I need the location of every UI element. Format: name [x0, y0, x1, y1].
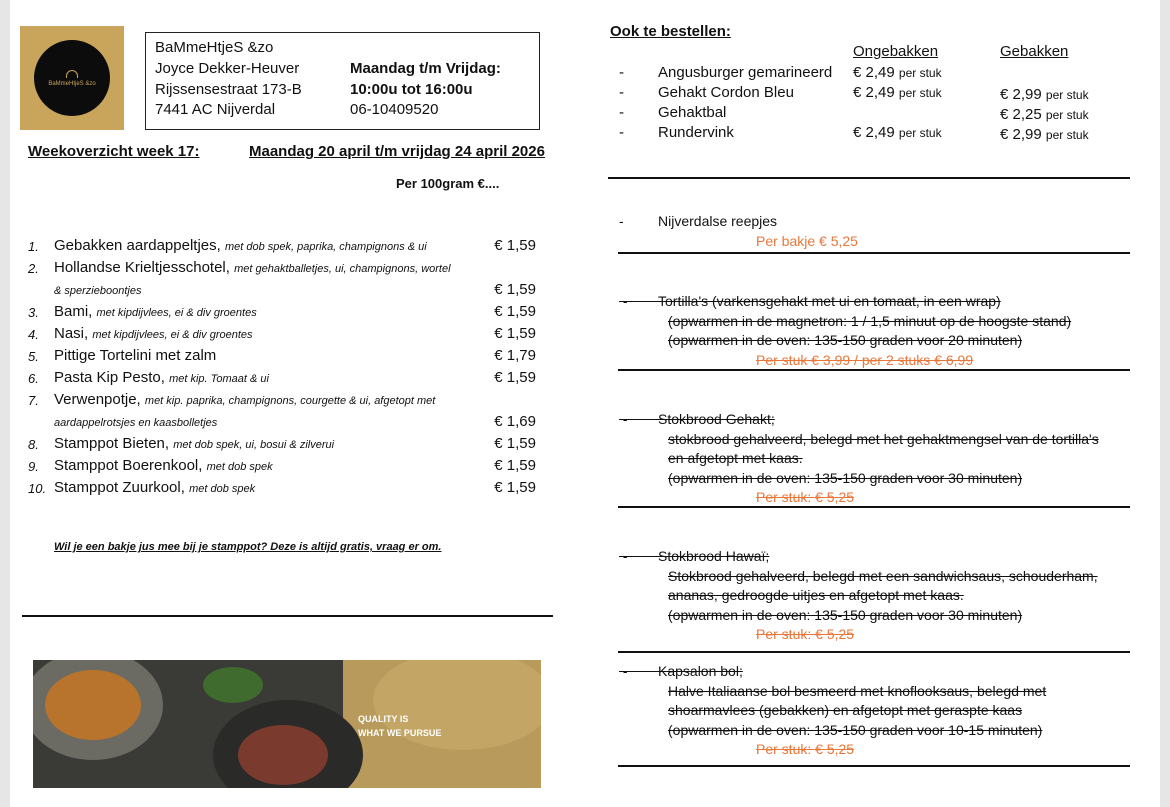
- item-name-wrap: [54, 369, 269, 386]
- item-name-wrap: [54, 391, 435, 408]
- item-description: met dob spek: [206, 461, 273, 473]
- bullet-dash: -: [619, 411, 667, 427]
- item-description: met dob spek, ui, bosui & zilverui: [173, 439, 335, 451]
- item-price: € 1,79: [494, 347, 536, 364]
- special-detail: (opwarmen in de oven: 135-150 graden voor 30 minuten): [668, 469, 1023, 486]
- contact-card: [145, 32, 540, 130]
- extra-title: Ook te bestellen:: [610, 23, 731, 40]
- baked-unit: per stuk: [1045, 88, 1089, 102]
- item-description: met dob spek: [189, 483, 256, 495]
- special-detail: (opwarmen in de oven: 135-150 graden voor 10-15 minuten): [668, 721, 1043, 738]
- special-detail: (opwarmen in de magnetron: 1 / 1,5 minuut op de hoogste stand): [668, 312, 1072, 329]
- cloche-icon: [66, 70, 78, 78]
- baked-price: € 2,99: [1000, 86, 1042, 103]
- item-name-wrap: [54, 457, 273, 474]
- menu-item: [28, 303, 538, 325]
- item-name-wrap: [54, 303, 257, 320]
- photo-tagline-1: QUALITY IS: [358, 714, 409, 724]
- menu-item: [28, 237, 538, 259]
- price-unit: Per 100gram €....: [396, 176, 500, 191]
- special-title: Kapsalon bol;: [658, 663, 743, 679]
- food-photo: [33, 660, 541, 788]
- street: Rijssensestraat 173-B: [155, 81, 302, 98]
- menu-item: [28, 391, 538, 413]
- bullet-dash: -: [619, 124, 624, 141]
- extra-baked-price: [1000, 106, 1089, 123]
- opening-days: Maandag t/m Vrijdag:: [350, 60, 501, 77]
- bullet-dash: -: [619, 64, 624, 81]
- business-name: BaMmeHtjeS &zo: [155, 39, 274, 56]
- divider: [22, 615, 553, 617]
- extra-name: Rundervink: [658, 124, 734, 141]
- divider: [618, 765, 1130, 767]
- divider: [618, 651, 1130, 653]
- item-name-wrap: [54, 479, 255, 496]
- baked-price: € 2,25: [1000, 106, 1042, 123]
- item-description: met kipdijvlees, ei & div groentes: [92, 329, 253, 341]
- item-number: 6.: [28, 371, 39, 386]
- item-price: € 1,59: [494, 237, 536, 254]
- extra-name: Angusburger gemarineerd: [658, 64, 833, 81]
- page-edge-left: [0, 0, 10, 807]
- special-price: Per stuk € 3,99 / per 2 stuks € 6,99: [756, 351, 974, 368]
- opening-hours: 10:00u tot 16:00u: [350, 81, 473, 98]
- city: 7441 AC Nijverdal: [155, 101, 276, 118]
- menu-item: [28, 479, 538, 501]
- phone: 06-10409520: [350, 101, 439, 118]
- bullet-dash: -: [619, 663, 667, 679]
- menu-item-cont: [28, 413, 538, 435]
- item-description: met gehaktballetjes, ui, champignons, wortel: [234, 263, 451, 275]
- raw-price: € 2,49: [853, 84, 895, 101]
- special-detail: (opwarmen in de oven: 135-150 graden voor 30 minuten): [668, 606, 1023, 623]
- item-description: met kipdijvlees, ei & div groentes: [96, 307, 257, 319]
- divider: [608, 177, 1130, 179]
- item-name-wrap: [54, 435, 334, 452]
- menu-item-cont: [28, 281, 538, 303]
- item-name: Pittige Tortelini met zalm: [54, 347, 217, 364]
- extra-baked-price: [1000, 86, 1089, 103]
- special-title: Stokbrood Hawaï;: [658, 548, 770, 564]
- extra-name: Gehakt Cordon Bleu: [658, 84, 794, 101]
- special-title: Stokbrood Gehakt;: [658, 411, 775, 427]
- item-name: Stamppot Boerenkool,: [54, 457, 203, 474]
- item-price: € 1,59: [494, 303, 536, 320]
- item-price: € 1,59: [494, 479, 536, 496]
- menu-item: [28, 259, 538, 281]
- week-label: Weekoverzicht week 17:: [28, 143, 200, 160]
- special-price: Per stuk: € 5,25: [756, 489, 855, 505]
- item-name-wrap: [54, 325, 253, 342]
- item-price: € 1,59: [494, 281, 536, 298]
- menu-item: [28, 435, 538, 457]
- logo-text: BaMmeHtjeS &zo: [48, 80, 96, 87]
- item-number: 9.: [28, 459, 39, 474]
- raw-price: € 2,49: [853, 124, 895, 141]
- item-name: Pasta Kip Pesto,: [54, 369, 165, 386]
- item-number: 1.: [28, 239, 39, 254]
- special-title: Nijverdalse reepjes: [658, 213, 778, 229]
- food-image: [33, 660, 541, 788]
- item-name: Nasi,: [54, 325, 89, 342]
- page-edge-right: [1160, 0, 1170, 807]
- col-baked-header: Gebakken: [1000, 43, 1069, 60]
- special-detail: Halve Italiaanse bol besmeerd met knoflooksaus, belegd met: [668, 682, 1047, 699]
- baked-unit: per stuk: [1045, 128, 1089, 142]
- extra-raw-price: [853, 64, 942, 81]
- menu-item: [28, 369, 538, 391]
- item-number: 2.: [28, 261, 39, 276]
- special-detail: en afgetopt met kaas.: [668, 450, 803, 466]
- baked-unit: per stuk: [1045, 108, 1089, 122]
- divider: [618, 506, 1130, 508]
- item-description: met kip. Tomaat & ui: [169, 373, 269, 385]
- item-number: 5.: [28, 349, 39, 364]
- item-name: Hollandse Krieltjesschotel,: [54, 259, 230, 276]
- special-price: Per stuk: € 5,25: [756, 741, 855, 757]
- baked-price: € 2,99: [1000, 126, 1042, 143]
- extra-raw-price: [853, 84, 942, 101]
- item-price: € 1,59: [494, 369, 536, 386]
- special-detail: stokbrood gehalveerd, belegd met het gehaktmengsel van de tortilla's: [668, 430, 1099, 447]
- special-detail: (opwarmen in de oven: 135-150 graden voor 20 minuten): [668, 332, 1023, 348]
- item-description-cont: aardappelrotsjes en kaasbolletjes: [54, 417, 218, 429]
- extra-baked-price: [1000, 126, 1089, 143]
- raw-unit: per stuk: [898, 86, 942, 100]
- bullet-dash: -: [619, 548, 667, 564]
- item-number: 4.: [28, 327, 39, 342]
- item-description: met kip. paprika, champignons, courgette & ui, afgetopt met: [144, 395, 436, 407]
- special-price: Per stuk: € 5,25: [756, 626, 855, 642]
- item-name: Verwenpotje,: [54, 391, 141, 408]
- item-name-wrap: [54, 347, 216, 364]
- menu-item: [28, 457, 538, 479]
- bullet-dash: -: [619, 213, 624, 229]
- item-name: Stamppot Zuurkool,: [54, 479, 185, 496]
- col-raw-header: Ongebakken: [853, 43, 939, 60]
- bullet-dash: -: [619, 104, 624, 121]
- item-number: 10.: [28, 481, 47, 496]
- item-price: € 1,69: [494, 413, 536, 430]
- item-price: € 1,59: [494, 457, 536, 474]
- item-price: € 1,59: [494, 325, 536, 342]
- item-price: € 1,59: [494, 435, 536, 452]
- item-number: 8.: [28, 437, 39, 452]
- item-number: 3.: [28, 305, 39, 320]
- divider: [618, 369, 1130, 371]
- menu-item: [28, 347, 538, 369]
- item-name-wrap: [54, 259, 451, 276]
- raw-unit: per stuk: [898, 126, 942, 140]
- special-detail: Stokbrood gehalveerd, belegd met een sandwichsaus, schouderham,: [668, 567, 1098, 584]
- bullet-dash: -: [619, 293, 667, 309]
- extra-name: Gehaktbal: [658, 104, 727, 121]
- gravy-note: Wil je een bakje jus mee bij je stamppot? Deze is altijd gratis, vraag er om.: [54, 541, 442, 553]
- item-name-wrap: [54, 237, 427, 254]
- menu-item: [28, 325, 538, 347]
- special-detail: shoarmavlees (gebakken) en afgetopt met geraspte kaas: [668, 702, 1023, 718]
- special-title: Tortilla's (varkensgehakt met ui en tomaat, in een wrap): [658, 293, 1001, 309]
- raw-price: € 2,49: [853, 64, 895, 81]
- item-name: Gebakken aardappeltjes,: [54, 237, 221, 254]
- extra-raw-price: [853, 124, 942, 141]
- special-price: Per bakje € 5,25: [756, 232, 858, 249]
- special-detail: ananas, gedroogde uitjes en afgetopt met kaas.: [668, 587, 964, 603]
- item-number: 7.: [28, 393, 39, 408]
- logo: [20, 26, 124, 130]
- divider: [618, 252, 1130, 254]
- item-description: met dob spek, paprika, champignons & ui: [224, 241, 427, 253]
- bullet-dash: -: [619, 84, 624, 101]
- item-name: Stamppot Bieten,: [54, 435, 170, 452]
- item-name: Bami,: [54, 303, 93, 320]
- raw-unit: per stuk: [898, 66, 942, 80]
- week-range: Maandag 20 april t/m vrijdag 24 april 2026: [249, 143, 545, 160]
- owner: Joyce Dekker-Heuver: [155, 60, 300, 77]
- item-description-cont: & sperzieboontjes: [54, 285, 142, 297]
- photo-tagline-2: WHAT WE PURSUE: [358, 728, 442, 738]
